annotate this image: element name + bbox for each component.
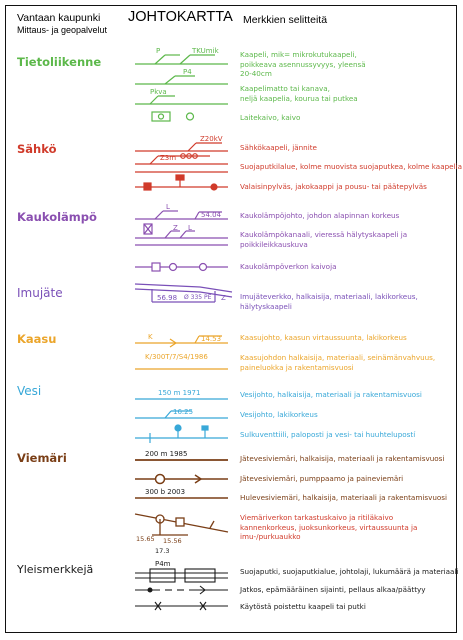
desc-vesi-venttiili: Sulkuventtiili, paloposti ja vesi- tai huuhtelupostí	[240, 430, 416, 439]
label-viemari-173: 17.3	[155, 547, 170, 555]
desc-sahko-kaapeli: Sähkökaapeli, jännite	[240, 143, 317, 152]
desc-tl-kaapeli: Kaapeli, mik= mikrokutukaapeli, poikkeava asennussyvyys, yleensä 20-40cm	[240, 50, 366, 79]
desc-yleis-kaytosta-poistettu: Käytöstä poistettu kaapeli tai putki	[240, 602, 366, 611]
symbol-sahko-valaisin	[135, 175, 228, 190]
label-tl-p: P	[156, 47, 161, 55]
label-kl-l: L	[166, 203, 170, 211]
category-yleismerkit: Yleismerkkejä	[17, 563, 94, 576]
label-kaasu-k: K	[148, 333, 153, 341]
desc-sahko-suojaputki: Suojaputkilalue, kolme muovista suojaputkea, kolme kaapelia	[240, 162, 462, 171]
category-imujate: Imujäte	[17, 286, 63, 300]
symbol-viemari-pumppaamo	[135, 475, 228, 484]
org-name: Vantaan kaupunki	[17, 12, 101, 24]
label-yleis-p4m: P4m	[155, 560, 171, 568]
label-tl-pkva: Pkva	[150, 88, 167, 96]
symbol-yleis-suojaputki	[135, 569, 228, 582]
legend-heading: Merkkien selitteitä	[243, 14, 328, 26]
label-tl-p4: P4	[183, 68, 192, 76]
label-sahko-z3m: Z3m	[160, 154, 177, 162]
category-sahko: Sähkö	[17, 142, 57, 156]
symbol-sahko-suojaputki	[135, 154, 228, 172]
desc-kl-kanaali: Kaukolämpökanaali, vieressä hälytyskaapeli ja poikkileikkauskuva	[240, 230, 408, 249]
desc-imujate: Imujäteverkko, halkaisija, materiaali, lakikorkeus, hälytyskaapeli	[240, 292, 418, 311]
symbol-tl-kaapeli	[135, 55, 228, 64]
desc-kl-kaivot: Kaukolämpöverkon kaivoja	[240, 262, 337, 271]
symbol-vesi-venttiili	[135, 425, 228, 443]
desc-kaasu-johto: Kaasujohto, kaasun virtaussuunta, lakikorkeus	[240, 333, 407, 342]
label-viemari-200: 200 m 1985	[145, 450, 188, 458]
label-vesi-150: 150 m 1971	[158, 389, 201, 397]
desc-kaasu-halkaisija: Kaasujohdon halkaisija, materiaali, seinämänvahvuus, paineluokka ja rakentamisvuosi	[240, 353, 436, 372]
label-kaasu-1453: 14.53	[201, 335, 222, 343]
label-kaasu-spec: K/300T/7/S4/1986	[145, 353, 208, 361]
desc-tl-kaapelimatto: Kaapelimatto tai kanava, neljä kaapelia, kourua tai putkea	[240, 84, 358, 103]
label-imujate-335pe: Ø 335 PE	[184, 294, 212, 301]
desc-viemari-jatevesi: Jätevesiviemäri, halkaisija, materiaali ja rakentamisvuosi	[240, 454, 445, 463]
label-kl-z: Z	[173, 224, 178, 232]
category-tietoliikenne: Tietoliikenne	[17, 55, 102, 69]
label-imujate-5698: 56.98	[157, 294, 178, 302]
label-sahko-z20kv: Z20kV	[200, 135, 223, 143]
desc-viemari-hulevesi: Hulevesiviemäri, halkaisija, materiaali ja rakentamisvuosi	[240, 493, 448, 502]
symbol-sahko-kaapeli	[135, 143, 228, 151]
symbol-tl-laitekaivo	[152, 112, 194, 121]
desc-viemari-kaivot: Viemäriverkon tarkastuskaivo ja ritiläkaivo kannenkorkeus, juoksunkorkeus, virtaussuunta ja imu-/purkuaukko	[240, 513, 418, 542]
category-kaasu: Kaasu	[17, 332, 57, 346]
label-imujate-z: Z	[221, 294, 226, 302]
symbol-kl-kanaali	[135, 224, 228, 245]
desc-sahko-valaisin: Valaisinpylväs, jakokaappi ja pousu- tai päätepylväs	[240, 182, 427, 191]
label-viemari-1556: 15.56	[163, 537, 182, 545]
category-viemari: Viemäri	[17, 451, 67, 465]
page-title: JOHTOKARTTA	[128, 9, 233, 25]
category-vesi: Vesi	[17, 384, 42, 398]
desc-vesi-lakikorkeus: Vesijohto, lakikorkeus	[240, 410, 318, 419]
label-kl-5404: 54.04	[201, 211, 222, 219]
desc-tl-kaivo: Laitekaivo, kaivo	[240, 113, 301, 122]
desc-kl-johto: Kaukolämpöjohto, johdon alapinnan korkeus	[240, 211, 400, 220]
label-vesi-1625: 16.25	[173, 408, 194, 416]
symbol-tl-kaapelimatto	[135, 76, 228, 104]
label-tl-tkumik: TKUmik	[192, 47, 219, 55]
org-department: Mittaus- ja geopalvelut	[17, 25, 108, 35]
label-viemari-1565: 15.65	[136, 535, 155, 543]
symbol-yleis-jatkos	[135, 586, 228, 594]
desc-yleis-suojaputki: Suojaputki, suojaputkialue, johtolaji, lukumäärä ja materiaali	[240, 567, 459, 576]
desc-vesi-johto: Vesijohto, halkaisija, materiaali ja rakentamisvuosi	[240, 390, 422, 399]
label-viemari-300: 300 b 2003	[145, 488, 186, 496]
desc-yleis-jatkos: Jatkos, epämääräinen sijainti, pellaus alkaa/päättyy	[240, 585, 426, 594]
symbol-yleis-kaytosta-poistettu	[135, 602, 228, 610]
category-kaukolampo: Kaukolämpö	[17, 210, 97, 224]
symbol-viemari-kaivot	[135, 514, 228, 535]
label-kl-l2: L	[188, 224, 192, 232]
desc-viemari-pumppaamo: Jätevesiviemäri, pumppaamo ja paineviemäri	[240, 474, 404, 483]
symbol-kl-kaivot	[135, 263, 228, 271]
